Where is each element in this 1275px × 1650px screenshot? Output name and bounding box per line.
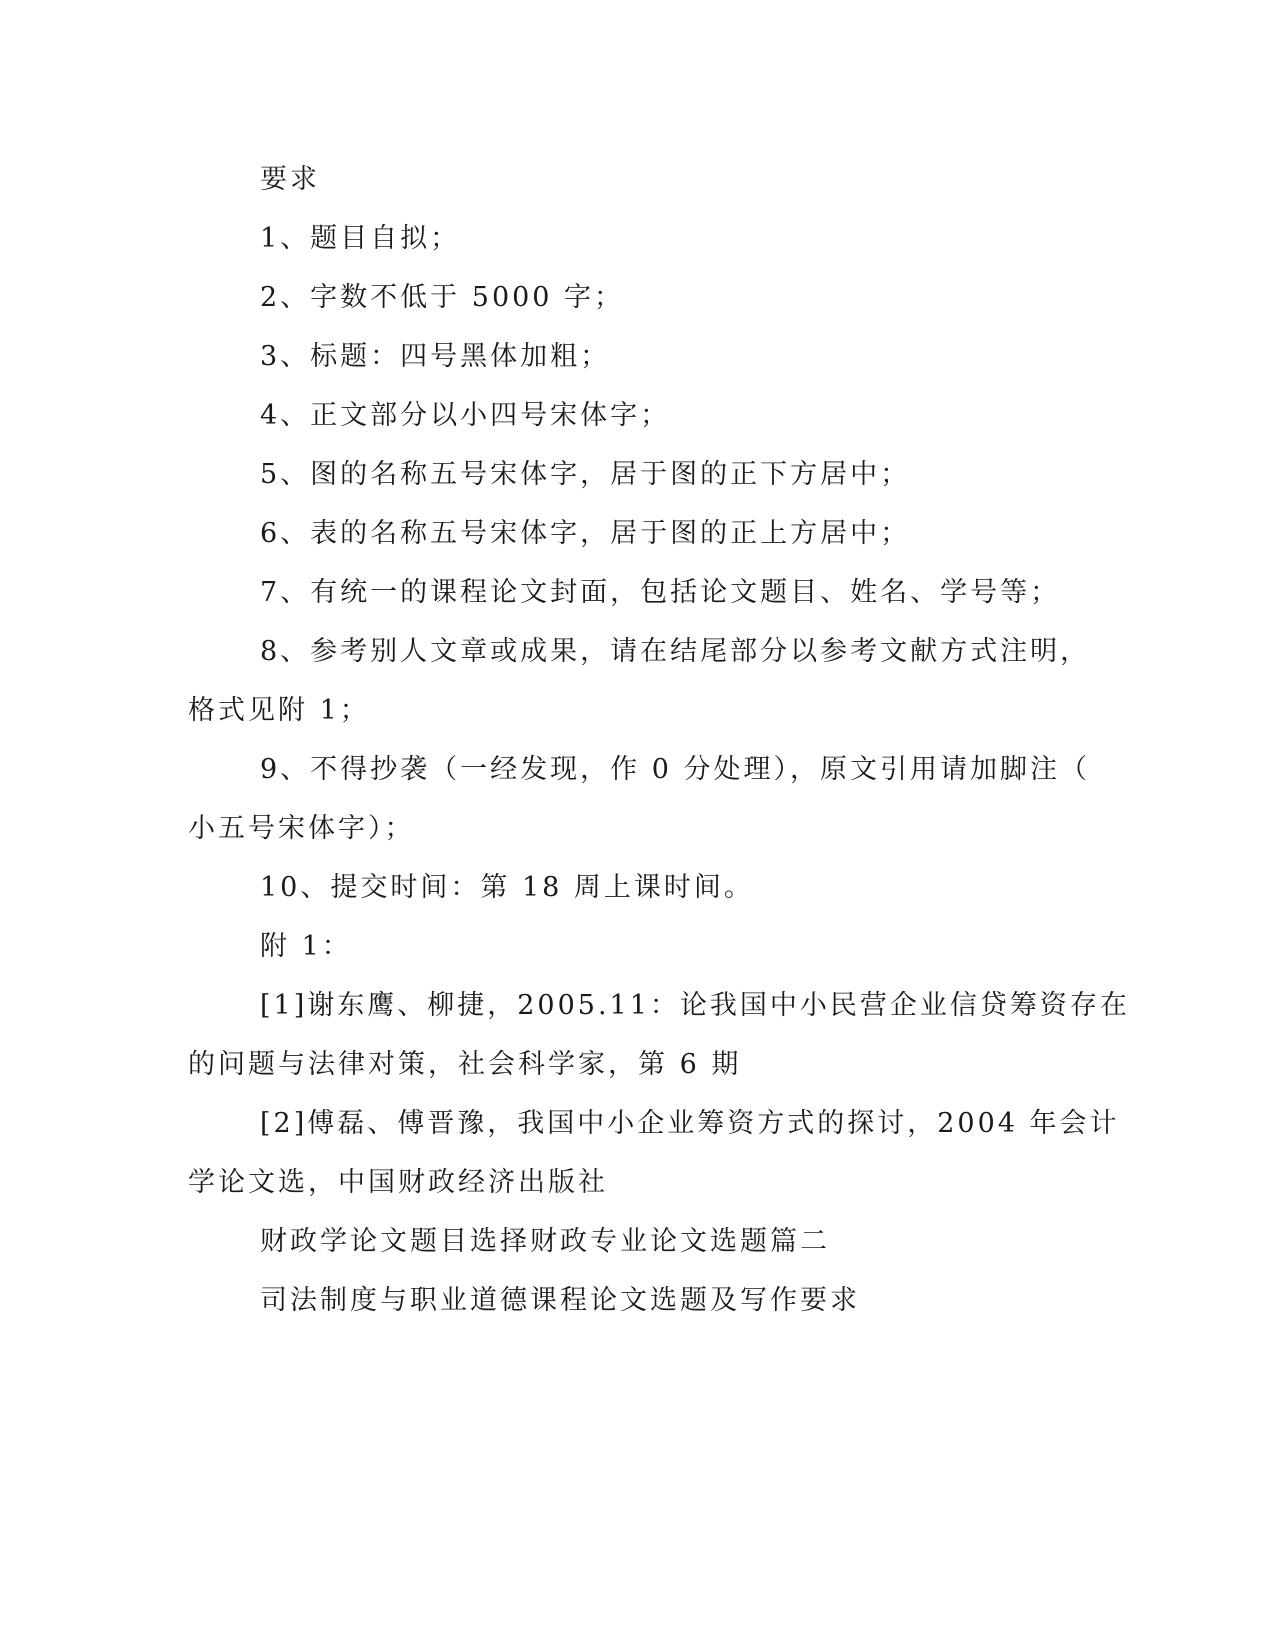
requirement-item-8-continued: 格式见附 1； — [188, 695, 370, 726]
appendix-heading: 附 1： — [260, 931, 352, 962]
requirements-heading: 要求 — [260, 164, 320, 195]
requirement-item-7: 7、有统一的课程论文封面，包括论文题目、姓名、学号等； — [260, 577, 1061, 608]
requirement-item-6: 6、表的名称五号宋体字，居于图的正上方居中； — [260, 518, 911, 549]
reference-2: [2]傅磊、傅晋豫，我国中小企业筹资方式的探讨，2004 年会计 — [260, 1108, 1120, 1139]
requirement-item-3: 3、标题：四号黑体加粗； — [260, 341, 611, 372]
requirement-item-4: 4、正文部分以小四号宋体字； — [260, 400, 671, 431]
reference-1: [1]谢东鹰、柳捷，2005.11：论我国中小民营企业信贷筹资存在 — [260, 990, 1130, 1021]
reference-2-continued: 学论文选，中国财政经济出版社 — [188, 1167, 608, 1198]
requirement-item-10: 10、提交时间：第 18 周上课时间。 — [260, 872, 754, 903]
section-subtitle: 司法制度与职业道德课程论文选题及写作要求 — [260, 1285, 860, 1316]
requirement-item-5: 5、图的名称五号宋体字，居于图的正下方居中； — [260, 459, 911, 490]
requirement-item-2: 2、字数不低于 5000 字； — [260, 282, 625, 313]
requirement-item-9-continued: 小五号宋体字）； — [188, 813, 415, 844]
requirement-item-9: 9、不得抄袭（一经发现，作 0 分处理），原文引用请加脚注（ — [260, 754, 1091, 785]
requirement-item-1: 1、题目自拟； — [260, 223, 461, 254]
reference-1-continued: 的问题与法律对策，社会科学家，第 6 期 — [188, 1049, 742, 1080]
requirement-item-8: 8、参考别人文章或成果，请在结尾部分以参考文献方式注明， — [260, 636, 1091, 667]
section-title-part-two: 财政学论文题目选择财政专业论文选题篇二 — [260, 1226, 830, 1257]
